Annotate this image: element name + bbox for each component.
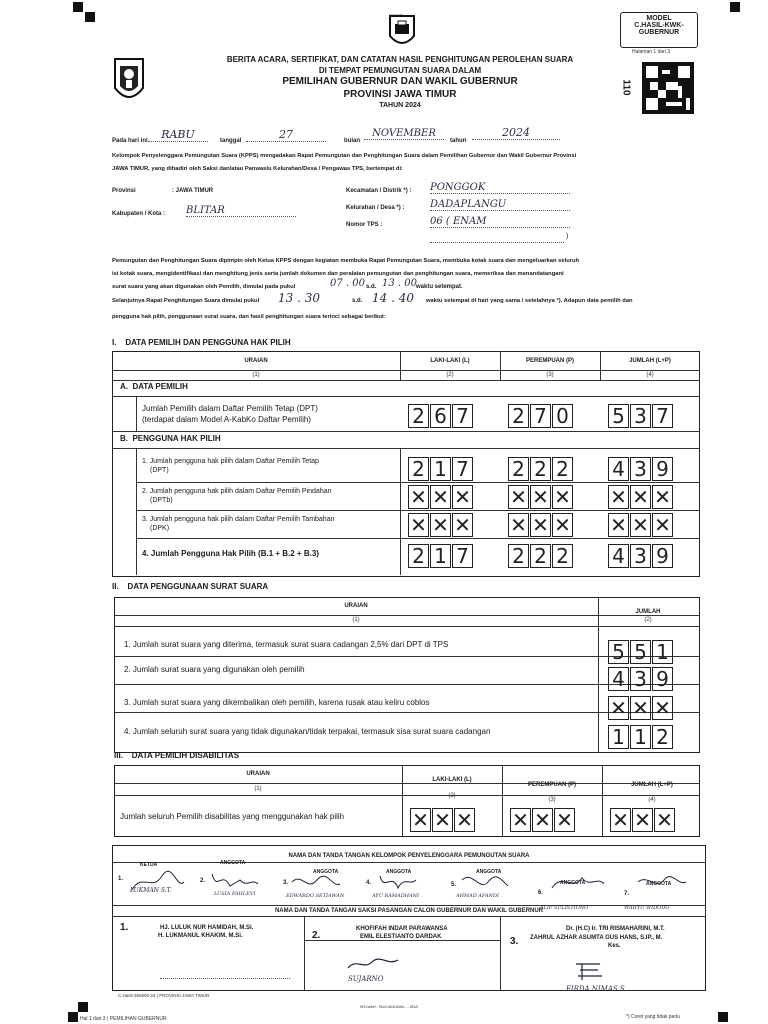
provinsi-label: Provinsi [112,188,136,194]
digit-box: 2 [508,404,529,428]
digit-box: ✕ [452,513,473,537]
member-4-num: 4. [366,880,372,886]
s1-b-row-3a: 3. Jumlah pengguna hak pilih dalam Daftar Pemilih Tambahan [142,516,335,523]
digit-box: 2 [530,544,551,568]
member-7-num: 7. [624,891,630,897]
tps-value: 06 ( ENAM [430,216,570,228]
s1-a-row-1b: (terdapat dalam Model A-KabKo Daftar Pemilih) [142,415,311,424]
s2-row-4-jumlah[interactable] [608,725,674,749]
digit-box: 3 [630,667,651,691]
digit-box: 7 [652,404,673,428]
s2-col-uraian: URAIAN [344,603,368,609]
s3-row-1-perempuan[interactable] [510,808,576,832]
digit-box: ✕ [552,513,573,537]
s1-b-row-2-perempuan[interactable] [508,485,574,509]
kpps-signature-scribbles [112,862,706,906]
anggota-label-2: ANGGOTA [220,860,246,866]
anggota-label-4: ANGGOTA [386,869,412,875]
anggota-label-5: ANGGOTA [476,869,502,875]
footer-center: 9f12a3ef - f5c0-4fdf-9dfe-...-3f18 [360,1004,418,1009]
digit-box: ✕ [454,808,475,832]
s2-row-2-jumlah[interactable] [608,667,674,691]
kecamatan-value: PONGGOK [430,182,570,194]
digit-box: 4 [608,457,629,481]
digit-box: 7 [452,544,473,568]
kelurahan-label: Kelurahan / Desa *) : [346,205,405,211]
saksi-1-sign-line [160,978,290,979]
title-line-5: TAHUN 2024 [379,102,421,109]
anggota-label-3: ANGGOTA [313,869,339,875]
digit-box: ✕ [508,485,529,509]
footer-right: *) Coret yang tidak perlu [626,1014,680,1020]
kpps-signature-title: NAMA DAN TANDA TANGAN KELOMPOK PENYELENGGARA PEMUNGUTAN SUARA [288,853,530,859]
s1-col-uraian: URAIAN [244,358,268,364]
saksi-3-signature [570,960,610,986]
s3-col-jumlah: JUMLAH (L+P) [631,782,673,788]
s2-row-1: 1. Jumlah surat suara yang diterima, termasuk surat suara cadangan 2,5% dari DPT di TPS [124,640,449,649]
tps-continuation-line [430,240,564,243]
s3-col-laki: LAKI-LAKI (L) [432,777,472,783]
digit-box: 1 [430,457,451,481]
tps-label: Nomor TPS : [346,222,383,228]
digit-box: 2 [652,725,673,749]
digit-box: ✕ [608,696,629,720]
digit-box: ✕ [530,513,551,537]
provinsi-value: : JAWA TIMUR [172,188,214,194]
qr-code [642,62,694,114]
signature-scribble [212,874,258,886]
digit-box: 4 [608,667,629,691]
tahun-label: tahun [450,138,467,144]
section-1-title: I. DATA PEMILIH DAN PENGGUNA HAK PILIH [112,338,291,347]
digit-box: ✕ [632,808,653,832]
ketua-label: KETUA [140,862,158,868]
member-3-name: EDWARDO SETIAWAN [286,893,345,899]
s1-b-row-2-laki[interactable] [408,485,474,509]
digit-box: ✕ [430,513,451,537]
signature-scribble [292,876,340,884]
s1-b-row-1-laki[interactable] [408,457,474,481]
s1-b-row-1a: 1. Jumlah pengguna hak pilih dalam Daftar Pemilih Tetap [142,458,319,465]
member-3-num: 3. [283,880,289,886]
s2-num-1: (1) [352,617,360,623]
signature-scribble [132,871,184,890]
s2-row-3-jumlah[interactable] [608,696,674,720]
digit-box: 0 [552,404,573,428]
digit-box: 2 [408,544,429,568]
digit-box: ✕ [410,808,431,832]
digit-box: 2 [408,404,429,428]
signature-scribble [462,877,508,886]
s1-a-row-1-laki[interactable] [408,404,474,428]
saksi-3-name: FIRDA NIMAS S. [566,985,627,993]
s1-a-row-1a: Jumlah Pemilih dalam Daftar Pemilih Tetap (DPT) [142,404,318,413]
kpu-logo-text: KOMISI [389,13,404,18]
s3-col-uraian: URAIAN [246,771,270,777]
member-6-num: 6. [538,890,544,896]
s2-col-jumlah: JUMLAH [635,609,661,615]
digit-box: ✕ [408,513,429,537]
model-box [620,12,698,48]
intro-paragraph-1a: Kelompok Penyelenggara Pemungutan Suara (KPPS) mengadakan Rapat Pemungutan dan Penghitungan Suara dalam Pemilihan Gubernur dan Wakil Gubernur Provinsi [112,153,577,159]
digit-box: ✕ [630,513,651,537]
s1-b-title: B. PENGGUNA HAK PILIH [120,434,221,443]
s1-b-row-3b: (DPK) [150,525,170,532]
kecamatan-label: Kecamatan / Distrik *) : [346,188,412,194]
s2-row-2: 2. Jumlah surat suara yang digunakan oleh pemilih [124,665,305,674]
saksi-2-num: 2. [312,930,321,941]
model-label-3: GUBERNUR [638,29,680,36]
member-2-name: LUSIA FAHLEVI [214,891,256,897]
digit-box: ✕ [552,485,573,509]
corner-marker-top-left-2 [85,12,95,22]
digit-box: ✕ [630,485,651,509]
s1-b-row-1-jumlah[interactable] [608,457,674,481]
s3-row-1: Jumlah seluruh Pemilih disabilitas yang menggunakan hak pilih [120,812,345,821]
s1-b-row-4-laki[interactable] [408,544,474,568]
s1-b-row-4-jumlah[interactable] [608,544,674,568]
digit-box: 2 [552,457,573,481]
section-2-title: II. DATA PENGGUNAAN SURAT SUARA [112,582,269,591]
section-3-title: III. DATA PEMILIH DISABILITAS [114,751,240,760]
digit-box: ✕ [554,808,575,832]
digit-box: 7 [530,404,551,428]
member-1-name: LUKMAN S.T. [130,887,172,894]
s3-col-perempuan: PEREMPUAN (P) [527,782,576,788]
saksi-3-line-2: ZAHRUL AZHAR ASUMTA GUS HANS, S.IP., M. [530,935,663,941]
member-4-name: AYU RAMADHANI [372,893,419,899]
saksi-signature-title: NAMA DAN TANDA TANGAN SAKSI PASANGAN CALON GUBERNUR DAN WAKIL GUBERNUR [274,908,544,914]
member-6-name: ALIF SULISTIONO [540,905,589,911]
digit-box: ✕ [452,485,473,509]
pemungutan-start-time: 07 . 00 [330,278,365,289]
digit-box: 5 [608,404,629,428]
saksi-3-num: 3. [510,936,519,947]
s1-col-laki: LAKI-LAKI (L) [430,358,470,364]
saksi-2-signature [344,954,404,974]
pada-hari-label: Pada hari ini [112,138,148,144]
digit-box: 1 [430,544,451,568]
saksi-1-num: 1. [120,922,129,933]
s1-b-row-2-jumlah[interactable] [608,485,674,509]
penghitungan-start-time: 13 . 30 [278,291,320,305]
digit-box: 9 [652,544,673,568]
saksi-1-line-2: H. LUKMANUL KHAKIM, M.Si. [158,933,243,939]
digit-box: 9 [652,457,673,481]
digit-box: 4 [608,544,629,568]
body-paragraph-2c-post: waktu setempat. [416,284,463,290]
digit-box: ✕ [610,808,631,832]
digit-box: 7 [452,404,473,428]
s1-a-title: A. DATA PEMILIH [120,382,188,391]
s1-b-row-3-perempuan[interactable] [508,513,574,537]
s1-col-jumlah: JUMLAH (L+P) [629,358,671,364]
signature-scribble [552,878,604,888]
digit-box: 3 [630,544,651,568]
s1-b-row-1-perempuan[interactable] [508,457,574,481]
digit-box: 3 [630,457,651,481]
s3-num-3: (3) [548,797,556,803]
tanggal-value: 27 [246,128,326,142]
bulan-value: NOVEMBER [364,128,444,140]
member-1-num: 1. [118,876,124,882]
hari-value: RABU [148,128,208,142]
s1-a-row-1-perempuan[interactable] [508,404,574,428]
digit-box: 3 [630,404,651,428]
body-paragraph-3b: pengguna hak pilih, penggunaan surat suara, dan hasil penghitungan suara terinci sebagai berikut: [112,314,386,320]
title-line-3: PEMILIHAN GUBERNUR DAN WAKIL GUBERNUR [282,76,518,87]
s1-b-row-2b: (DPTb) [150,497,173,504]
digit-box: 2 [552,544,573,568]
saksi-1-line-1: HJ. LULUK NUR HAMIDAH, M.Si. [160,925,254,931]
s1-b-row-1b: (DPT) [150,467,169,474]
s3-row-1-jumlah[interactable] [610,808,676,832]
intro-paragraph-1b: JAWA TIMUR, yang dihadiri oleh Saksi dan/atau Panwaslu Kelurahan/Desa / Pengawas TPS, bertempat di: [112,166,403,172]
footer-left: C.Hasil-350500-24 | PROVINSI JAWA TIMUR [118,993,210,998]
kabupaten-value: BLITAR [186,205,296,217]
signature-scribble [380,876,416,888]
anggota-label-6: ANGGOTA [560,880,586,886]
bulan-label: bulan [344,138,360,144]
signature-scribble [638,877,686,884]
anggota-label-7: ANGGOTA [646,881,672,887]
s2-row-3: 3. Jumlah surat suara yang dikembalikan oleh pemilih, karena rusak atau keliru coblos [124,698,430,707]
body-paragraph-3a-mid: s.d. [352,298,363,304]
digit-box: ✕ [408,485,429,509]
s1-col-perempuan: PEREMPUAN (P) [525,358,574,364]
digit-box: ✕ [652,485,673,509]
digit-box: ✕ [432,808,453,832]
digit-box: 6 [430,404,451,428]
body-paragraph-3a-pre: Selanjutnya Rapat Penghitungan Suara dimulai pukul [112,298,260,304]
model-label-2: C.HASIL-KWK- [634,22,684,29]
title-line-1: BERITA ACARA, SERTIFIKAT, DAN CATATAN HASIL PENGHITUNGAN PEROLEHAN SUARA [226,55,574,64]
tanggal-label: tanggal [220,138,242,144]
penghitungan-end-time: 14 . 40 [372,291,414,305]
digit-box: 1 [630,725,651,749]
digit-box: ✕ [652,696,673,720]
s2-row-4: 4. Jumlah seluruh surat suara yang tidak digunakan/tidak terpakai, termasuk sisa surat suara cadangan [124,727,491,736]
body-paragraph-2c-pre: surat suara yang akan digunakan oleh Pemilih, dimulai pada pukul [112,284,296,290]
digit-box: 1 [608,725,629,749]
digit-box: ✕ [608,513,629,537]
s1-num-3: (3) [546,372,554,378]
digit-box: ✕ [530,485,551,509]
s1-b-row-3-laki[interactable] [408,513,474,537]
page-info: Halaman 1 dari 3 [632,49,671,55]
s1-b-row-4: 4. Jumlah Pengguna Hak Pilih (B.1 + B.2 + B.3) [142,549,319,558]
corner-marker-bottom-left-2 [78,1002,88,1012]
s2-row-1-jumlah[interactable] [608,640,674,664]
saksi-2-name: SUJARNO [348,975,384,983]
s3-num-1: (1) [254,786,262,792]
digit-box: 9 [652,667,673,691]
digit-box: ✕ [654,808,675,832]
member-2-num: 2. [200,878,206,884]
body-paragraph-2b: isi kotak suara, mengidentifikasi dan menghitung jenis serta jumlah dokumen dan peralatan pemungutan dan penghitungan suara, memeriksa dan menandatangani [112,271,564,277]
corner-marker-bottom-right [718,1012,728,1022]
digit-box: 2 [408,457,429,481]
s1-a-row-1-jumlah[interactable] [608,404,674,428]
digit-box: 2 [530,457,551,481]
digit-box: ✕ [630,696,651,720]
body-paragraph-2c-mid: s.d. [366,284,377,290]
s1-num-4: (4) [646,372,654,378]
corner-marker-bottom-left [68,1012,78,1022]
s3-row-1-laki[interactable] [410,808,476,832]
corner-marker-top-right [730,2,740,12]
s3-num-4: (4) [648,797,656,803]
digit-box: 5 [630,640,651,664]
digit-box: ✕ [508,513,529,537]
title-line-2: DI TEMPAT PEMUNGUTAN SUARA DALAM [318,66,482,75]
s1-num-2: (2) [446,372,454,378]
provincial-emblem [112,56,146,106]
s2-num-2: (2) [644,617,652,623]
digit-box: ✕ [652,513,673,537]
tps-close: ) [566,233,569,240]
s1-num-1: (1) [252,372,260,378]
member-5-name: AHMAD AFANDI [456,893,499,899]
digit-box: ✕ [430,485,451,509]
digit-box: 2 [508,544,529,568]
digit-box: ✕ [532,808,553,832]
s3-num-2: (2) [448,793,456,799]
pemungutan-end-time: 13 . 00 [382,278,417,289]
saksi-3-line-1: Dr. (H.C) Ir. TRI RISMAHARINI, M.T. [566,926,665,932]
digit-box: 5 [608,640,629,664]
digit-box: 2 [508,457,529,481]
tahun-value: 2024 [472,126,560,140]
corner-marker-top-left [73,2,83,12]
digit-box: ✕ [510,808,531,832]
saksi-3-line-3: Kes. [608,943,621,949]
s1-b-row-3-jumlah[interactable] [608,513,674,537]
side-code: 110 [620,79,632,96]
body-paragraph-3a-post: waktu setempat di hari yang sama / setelahnya *). Adapun data pemilih dan [426,298,633,304]
digit-box: 7 [452,457,473,481]
body-paragraph-2a: Pemungutan dan Penghitungan Suara dipimpin oleh Ketua KPPS dengan kegiatan membuka Rapat Pemungutan Suara, membuka kotak suara dan mengeluarkan seluruh [112,258,580,264]
member-7-name: WAHYU WIDODO [624,905,670,911]
digit-box: 1 [652,640,673,664]
member-5-num: 5. [451,882,457,888]
kabupaten-label: Kabupaten / Kota : [112,211,166,217]
s1-b-row-4-perempuan[interactable] [508,544,574,568]
digit-box: ✕ [608,485,629,509]
saksi-2-line-1: KHOFIFAH INDAR PARAWANSA [356,926,448,932]
saksi-2-line-2: EMIL ELESTIANTO DARDAK [360,934,442,940]
title-line-4: PROVINSI JAWA TIMUR [343,89,457,100]
kelurahan-value: DADAPLANGU [430,199,570,211]
footer-bottom-left: Hal 1 dari 3 | PEMILIHAN GUBERNUR [80,1016,167,1022]
model-label-1: MODEL [646,15,672,22]
s1-b-row-2a: 2. Jumlah pengguna hak pilih dalam Daftar Pemilih Pindahan [142,488,332,495]
kpu-logo [384,10,420,52]
